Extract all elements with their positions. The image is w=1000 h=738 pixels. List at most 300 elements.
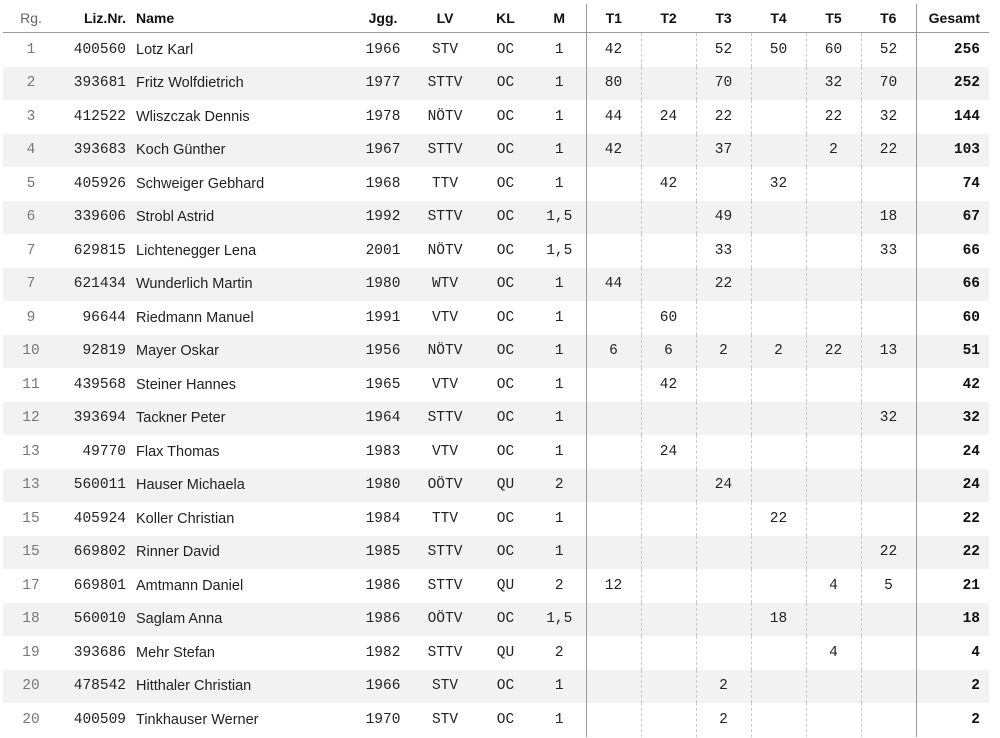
cell-t6: 22 [861, 134, 916, 168]
table-row[interactable] [3, 234, 989, 268]
cell-t3: 2 [696, 670, 751, 704]
cell-name: Flax Thomas [136, 443, 220, 460]
cell-kl: OC [478, 335, 533, 369]
cell-t2: 6 [641, 335, 696, 369]
cell-t6: 32 [861, 402, 916, 436]
cell-t6 [861, 670, 916, 704]
cell-t3 [696, 435, 751, 469]
header-t2[interactable]: T2 [641, 4, 696, 33]
cell-t4: 32 [751, 167, 806, 201]
cell-kl: OC [478, 201, 533, 235]
cell-t1 [586, 234, 641, 268]
cell-t3 [696, 569, 751, 603]
cell-m: 1 [533, 67, 586, 101]
cell-t6 [861, 368, 916, 402]
cell-kl: OC [496, 711, 515, 728]
cell-t3 [696, 502, 751, 536]
cell-rank: 10 [3, 335, 59, 369]
cell-kl: OC [496, 175, 515, 192]
cell-rank: 15 [22, 510, 40, 527]
cell-m: 1,5 [533, 201, 586, 235]
cell-m: 1 [554, 108, 564, 125]
cell-t3: 33 [696, 234, 751, 268]
header-t3[interactable]: T3 [696, 4, 751, 33]
cell-kl: QU [496, 644, 515, 661]
cell-t6 [861, 603, 916, 637]
cell-t5: 2 [806, 134, 861, 168]
header-row [3, 4, 989, 33]
cell-t1 [586, 636, 641, 670]
cell-t1: 44 [586, 100, 641, 134]
cell-t4: 50 [751, 33, 806, 67]
header-kl[interactable]: KL [478, 4, 533, 33]
cell-license: 49770 [82, 443, 126, 460]
cell-t4 [751, 569, 806, 603]
cell-total: 4 [916, 636, 989, 670]
cell-t5: 22 [806, 100, 861, 134]
cell-rank: 20 [3, 670, 59, 704]
cell-t6 [861, 703, 916, 737]
cell-name: Riedmann Manuel [136, 309, 254, 326]
cell-t6: 5 [861, 569, 916, 603]
header-rank[interactable]: Rg. [3, 4, 59, 33]
cell-t5: 4 [806, 636, 861, 670]
cell-t3: 52 [696, 33, 751, 67]
cell-t1 [586, 703, 641, 737]
cell-name: Mayer Oskar [134, 335, 354, 369]
cell-name: Tackner Peter [134, 402, 354, 436]
header-t6[interactable]: T6 [861, 4, 916, 33]
cell-name: Lotz Karl [136, 41, 194, 58]
cell-m: 1 [533, 134, 586, 168]
cell-t1 [586, 670, 641, 704]
cell-lv: NÖTV [412, 335, 478, 369]
cell-year: 1964 [354, 402, 412, 436]
cell-license: 629815 [73, 242, 126, 259]
cell-t5: 4 [806, 569, 861, 603]
cell-rank: 1 [26, 41, 36, 58]
cell-t4 [751, 67, 806, 101]
table-row[interactable] [3, 33, 989, 67]
header-year[interactable]: Jgg. [354, 4, 412, 33]
cell-t4 [751, 134, 806, 168]
cell-t5 [806, 703, 861, 737]
table-body [3, 33, 989, 737]
table-row[interactable] [3, 402, 989, 436]
cell-t1 [586, 368, 641, 402]
cell-year: 1983 [365, 443, 401, 460]
table-row[interactable] [3, 368, 989, 402]
cell-license: 560010 [59, 603, 134, 637]
cell-t3: 37 [696, 134, 751, 168]
cell-year: 1965 [365, 376, 401, 393]
table-row[interactable] [3, 268, 989, 302]
cell-license: 669802 [59, 536, 134, 570]
cell-lv: NÖTV [427, 242, 463, 259]
cell-lv: OÖTV [412, 469, 478, 503]
cell-year: 1978 [365, 108, 401, 125]
table-row[interactable] [3, 703, 989, 737]
cell-t1: 44 [586, 268, 641, 302]
cell-rank: 17 [22, 577, 40, 594]
cell-total: 24 [916, 435, 989, 469]
cell-t6 [861, 636, 916, 670]
cell-license: 412522 [73, 108, 126, 125]
cell-t6 [861, 502, 916, 536]
cell-kl: OC [496, 443, 515, 460]
cell-year: 1968 [365, 175, 401, 192]
cell-t6 [861, 167, 916, 201]
cell-t2: 24 [641, 435, 696, 469]
table-row[interactable] [3, 536, 989, 570]
cell-license: 400509 [73, 711, 126, 728]
cell-t1 [586, 536, 641, 570]
cell-t5: 22 [806, 335, 861, 369]
cell-t2 [641, 268, 696, 302]
cell-kl: OC [496, 242, 515, 259]
cell-kl: OC [478, 402, 533, 436]
cell-t3: 2 [696, 335, 751, 369]
cell-t3: 49 [696, 201, 751, 235]
cell-total: 2 [916, 703, 989, 737]
table-row[interactable] [3, 603, 989, 637]
cell-t2: 24 [641, 100, 696, 134]
cell-t3: 2 [696, 703, 751, 737]
cell-license: 92819 [59, 335, 134, 369]
cell-m: 1 [533, 335, 586, 369]
cell-t1: 6 [586, 335, 641, 369]
cell-m: 2 [554, 644, 564, 661]
cell-m: 1 [554, 309, 564, 326]
cell-t4 [751, 301, 806, 335]
cell-rank: 3 [26, 108, 36, 125]
cell-t3 [696, 368, 751, 402]
cell-rank: 6 [3, 201, 59, 235]
table-row[interactable] [3, 569, 989, 603]
cell-rank: 15 [3, 536, 59, 570]
cell-t4 [751, 234, 806, 268]
cell-t5 [806, 368, 861, 402]
cell-t6 [861, 435, 916, 469]
cell-lv: STTV [427, 577, 463, 594]
cell-t6: 18 [861, 201, 916, 235]
cell-t5 [806, 201, 861, 235]
cell-lv: STTV [427, 644, 463, 661]
cell-rank: 9 [26, 309, 36, 326]
cell-lv: STTV [412, 67, 478, 101]
cell-t1 [586, 502, 641, 536]
table-row[interactable] [3, 100, 989, 134]
header-t1[interactable]: T1 [586, 4, 641, 33]
cell-rank: 7 [26, 242, 36, 259]
cell-t2 [641, 234, 696, 268]
cell-name: Fritz Wolfdietrich [134, 67, 354, 101]
cell-lv: TTV [431, 175, 459, 192]
cell-rank: 20 [22, 711, 40, 728]
cell-t5 [806, 301, 861, 335]
header-m[interactable]: M [533, 4, 586, 33]
table-row[interactable] [3, 670, 989, 704]
cell-total: 24 [916, 469, 989, 503]
cell-t1 [586, 201, 641, 235]
cell-license: 621434 [59, 268, 134, 302]
cell-t3 [696, 301, 751, 335]
cell-lv: TTV [431, 510, 459, 527]
cell-t6: 33 [861, 234, 916, 268]
cell-year: 1980 [354, 268, 412, 302]
cell-m: 1 [554, 175, 564, 192]
table-header [3, 4, 989, 33]
cell-t2 [641, 502, 696, 536]
cell-t4 [751, 368, 806, 402]
header-lv[interactable]: LV [412, 4, 478, 33]
cell-lv: VTV [431, 443, 459, 460]
cell-total: 51 [916, 335, 989, 369]
cell-t4 [751, 536, 806, 570]
cell-t3: 70 [696, 67, 751, 101]
cell-year: 1966 [354, 670, 412, 704]
cell-t5 [806, 502, 861, 536]
cell-t6: 22 [861, 536, 916, 570]
cell-name: Koller Christian [136, 510, 235, 527]
cell-total: 252 [916, 67, 989, 101]
cell-t5 [806, 469, 861, 503]
cell-lv: STTV [412, 536, 478, 570]
table-row[interactable] [3, 67, 989, 101]
cell-lv: STV [431, 711, 459, 728]
cell-license: 393686 [73, 644, 126, 661]
cell-t5: 32 [806, 67, 861, 101]
cell-t4 [751, 670, 806, 704]
cell-year: 2001 [365, 242, 401, 259]
cell-total: 67 [916, 201, 989, 235]
table-row[interactable] [3, 167, 989, 201]
cell-t2 [641, 670, 696, 704]
cell-t1 [586, 167, 641, 201]
header-license[interactable]: Liz.Nr. [59, 4, 134, 33]
table-row[interactable] [3, 636, 989, 670]
cell-m: 1 [554, 41, 564, 58]
cell-t4 [751, 703, 806, 737]
cell-t4 [751, 469, 806, 503]
cell-t6: 13 [861, 335, 916, 369]
cell-total: 66 [916, 234, 989, 268]
cell-t3 [696, 402, 751, 436]
ranking-table [3, 4, 989, 737]
cell-t3 [696, 603, 751, 637]
cell-rank: 7 [3, 268, 59, 302]
cell-kl: OC [496, 108, 515, 125]
cell-m: 2 [554, 577, 564, 594]
cell-t2 [641, 536, 696, 570]
cell-total: 2 [916, 670, 989, 704]
cell-total: 32 [916, 402, 989, 436]
cell-lv: STTV [412, 201, 478, 235]
cell-license: 478542 [59, 670, 134, 704]
cell-license: 96644 [82, 309, 126, 326]
cell-total: 22 [916, 502, 989, 536]
table-row[interactable] [3, 301, 989, 335]
cell-kl: OC [478, 67, 533, 101]
cell-total: 144 [916, 100, 989, 134]
cell-t2: 42 [641, 167, 696, 201]
cell-year: 1977 [354, 67, 412, 101]
cell-kl: OC [496, 510, 515, 527]
cell-kl: OC [478, 134, 533, 168]
cell-t2 [641, 67, 696, 101]
cell-total: 60 [916, 301, 989, 335]
cell-rank: 12 [3, 402, 59, 436]
cell-t5 [806, 167, 861, 201]
cell-license: 393694 [59, 402, 134, 436]
cell-t4 [751, 636, 806, 670]
cell-rank: 2 [3, 67, 59, 101]
cell-t4: 18 [751, 603, 806, 637]
cell-year: 1984 [365, 510, 401, 527]
cell-total: 42 [916, 368, 989, 402]
cell-t4 [751, 402, 806, 436]
cell-license: 339606 [59, 201, 134, 235]
table-row[interactable] [3, 435, 989, 469]
cell-lv: VTV [431, 309, 459, 326]
cell-license: 393681 [59, 67, 134, 101]
cell-kl: QU [496, 577, 515, 594]
cell-total: 103 [916, 134, 989, 168]
cell-year: 1980 [354, 469, 412, 503]
cell-lv: STV [431, 41, 459, 58]
cell-t4 [751, 435, 806, 469]
cell-year: 1986 [365, 577, 401, 594]
cell-name: Rinner David [134, 536, 354, 570]
cell-m: 1 [554, 711, 564, 728]
cell-m: 1 [554, 443, 564, 460]
cell-t5 [806, 268, 861, 302]
cell-lv: OÖTV [412, 603, 478, 637]
cell-lv: WTV [412, 268, 478, 302]
cell-t2 [641, 134, 696, 168]
table-row[interactable] [3, 201, 989, 235]
cell-kl: QU [478, 469, 533, 503]
cell-t6: 32 [861, 100, 916, 134]
table-row[interactable] [3, 134, 989, 168]
cell-license: 393683 [59, 134, 134, 168]
cell-rank: 13 [3, 469, 59, 503]
cell-rank: 11 [22, 376, 40, 393]
ranking-table-container [3, 4, 989, 737]
cell-m: 1 [533, 268, 586, 302]
cell-t5 [806, 402, 861, 436]
cell-year: 1986 [354, 603, 412, 637]
cell-m: 1 [533, 536, 586, 570]
cell-t6 [861, 268, 916, 302]
cell-rank: 4 [3, 134, 59, 168]
cell-m: 1 [554, 376, 564, 393]
cell-t6: 70 [861, 67, 916, 101]
cell-rank: 18 [3, 603, 59, 637]
cell-kl: OC [496, 309, 515, 326]
cell-kl: OC [478, 670, 533, 704]
table-row[interactable] [3, 502, 989, 536]
cell-m: 1,5 [546, 242, 573, 259]
cell-year: 1985 [354, 536, 412, 570]
cell-total: 18 [916, 603, 989, 637]
cell-total: 74 [916, 167, 989, 201]
cell-license: 405926 [73, 175, 126, 192]
cell-t3: 22 [696, 100, 751, 134]
cell-year: 1992 [354, 201, 412, 235]
cell-t1: 80 [586, 67, 641, 101]
cell-t6 [861, 469, 916, 503]
header-total[interactable]: Gesamt [916, 4, 989, 33]
cell-name: Mehr Stefan [136, 644, 215, 661]
cell-total: 66 [916, 268, 989, 302]
cell-t5 [806, 536, 861, 570]
cell-t2 [641, 569, 696, 603]
cell-t1: 12 [586, 569, 641, 603]
cell-name: Hauser Michaela [134, 469, 354, 503]
cell-lv: STTV [412, 402, 478, 436]
header-t4[interactable]: T4 [751, 4, 806, 33]
cell-year: 1970 [365, 711, 401, 728]
cell-license: 400560 [73, 41, 126, 58]
cell-t4 [751, 201, 806, 235]
cell-t5 [806, 234, 861, 268]
cell-kl: OC [478, 268, 533, 302]
cell-name: Amtmann Daniel [136, 577, 244, 594]
cell-name: Steiner Hannes [136, 376, 236, 393]
cell-t6 [861, 301, 916, 335]
header-t5[interactable]: T5 [806, 4, 861, 33]
cell-kl: OC [496, 41, 515, 58]
cell-total: 22 [916, 536, 989, 570]
cell-t1 [586, 469, 641, 503]
cell-name: Hitthaler Christian [134, 670, 354, 704]
cell-t1 [586, 435, 641, 469]
cell-t4: 2 [751, 335, 806, 369]
cell-t1 [586, 301, 641, 335]
cell-t2 [641, 636, 696, 670]
cell-t2 [641, 603, 696, 637]
cell-rank: 5 [26, 175, 36, 192]
cell-kl: OC [496, 376, 515, 393]
cell-lv: STTV [412, 134, 478, 168]
cell-t6: 52 [861, 33, 916, 67]
cell-license: 669801 [73, 577, 126, 594]
table-row[interactable] [3, 335, 989, 369]
header-name[interactable]: Name [134, 4, 354, 33]
cell-m: 1 [533, 670, 586, 704]
cell-t4: 22 [751, 502, 806, 536]
cell-name: Schweiger Gebhard [136, 175, 265, 192]
cell-lv: STV [412, 670, 478, 704]
cell-name: Strobl Astrid [134, 201, 354, 235]
cell-t5 [806, 670, 861, 704]
cell-t2 [641, 33, 696, 67]
cell-t3: 22 [696, 268, 751, 302]
cell-t4 [751, 268, 806, 302]
cell-total: 21 [916, 569, 989, 603]
cell-t3 [696, 636, 751, 670]
cell-year: 1982 [365, 644, 401, 661]
cell-kl: OC [478, 603, 533, 637]
table-row[interactable] [3, 469, 989, 503]
cell-t2: 42 [641, 368, 696, 402]
cell-t1: 42 [586, 134, 641, 168]
cell-name: Saglam Anna [134, 603, 354, 637]
cell-license: 560011 [59, 469, 134, 503]
cell-t5 [806, 603, 861, 637]
cell-total: 256 [916, 33, 989, 67]
